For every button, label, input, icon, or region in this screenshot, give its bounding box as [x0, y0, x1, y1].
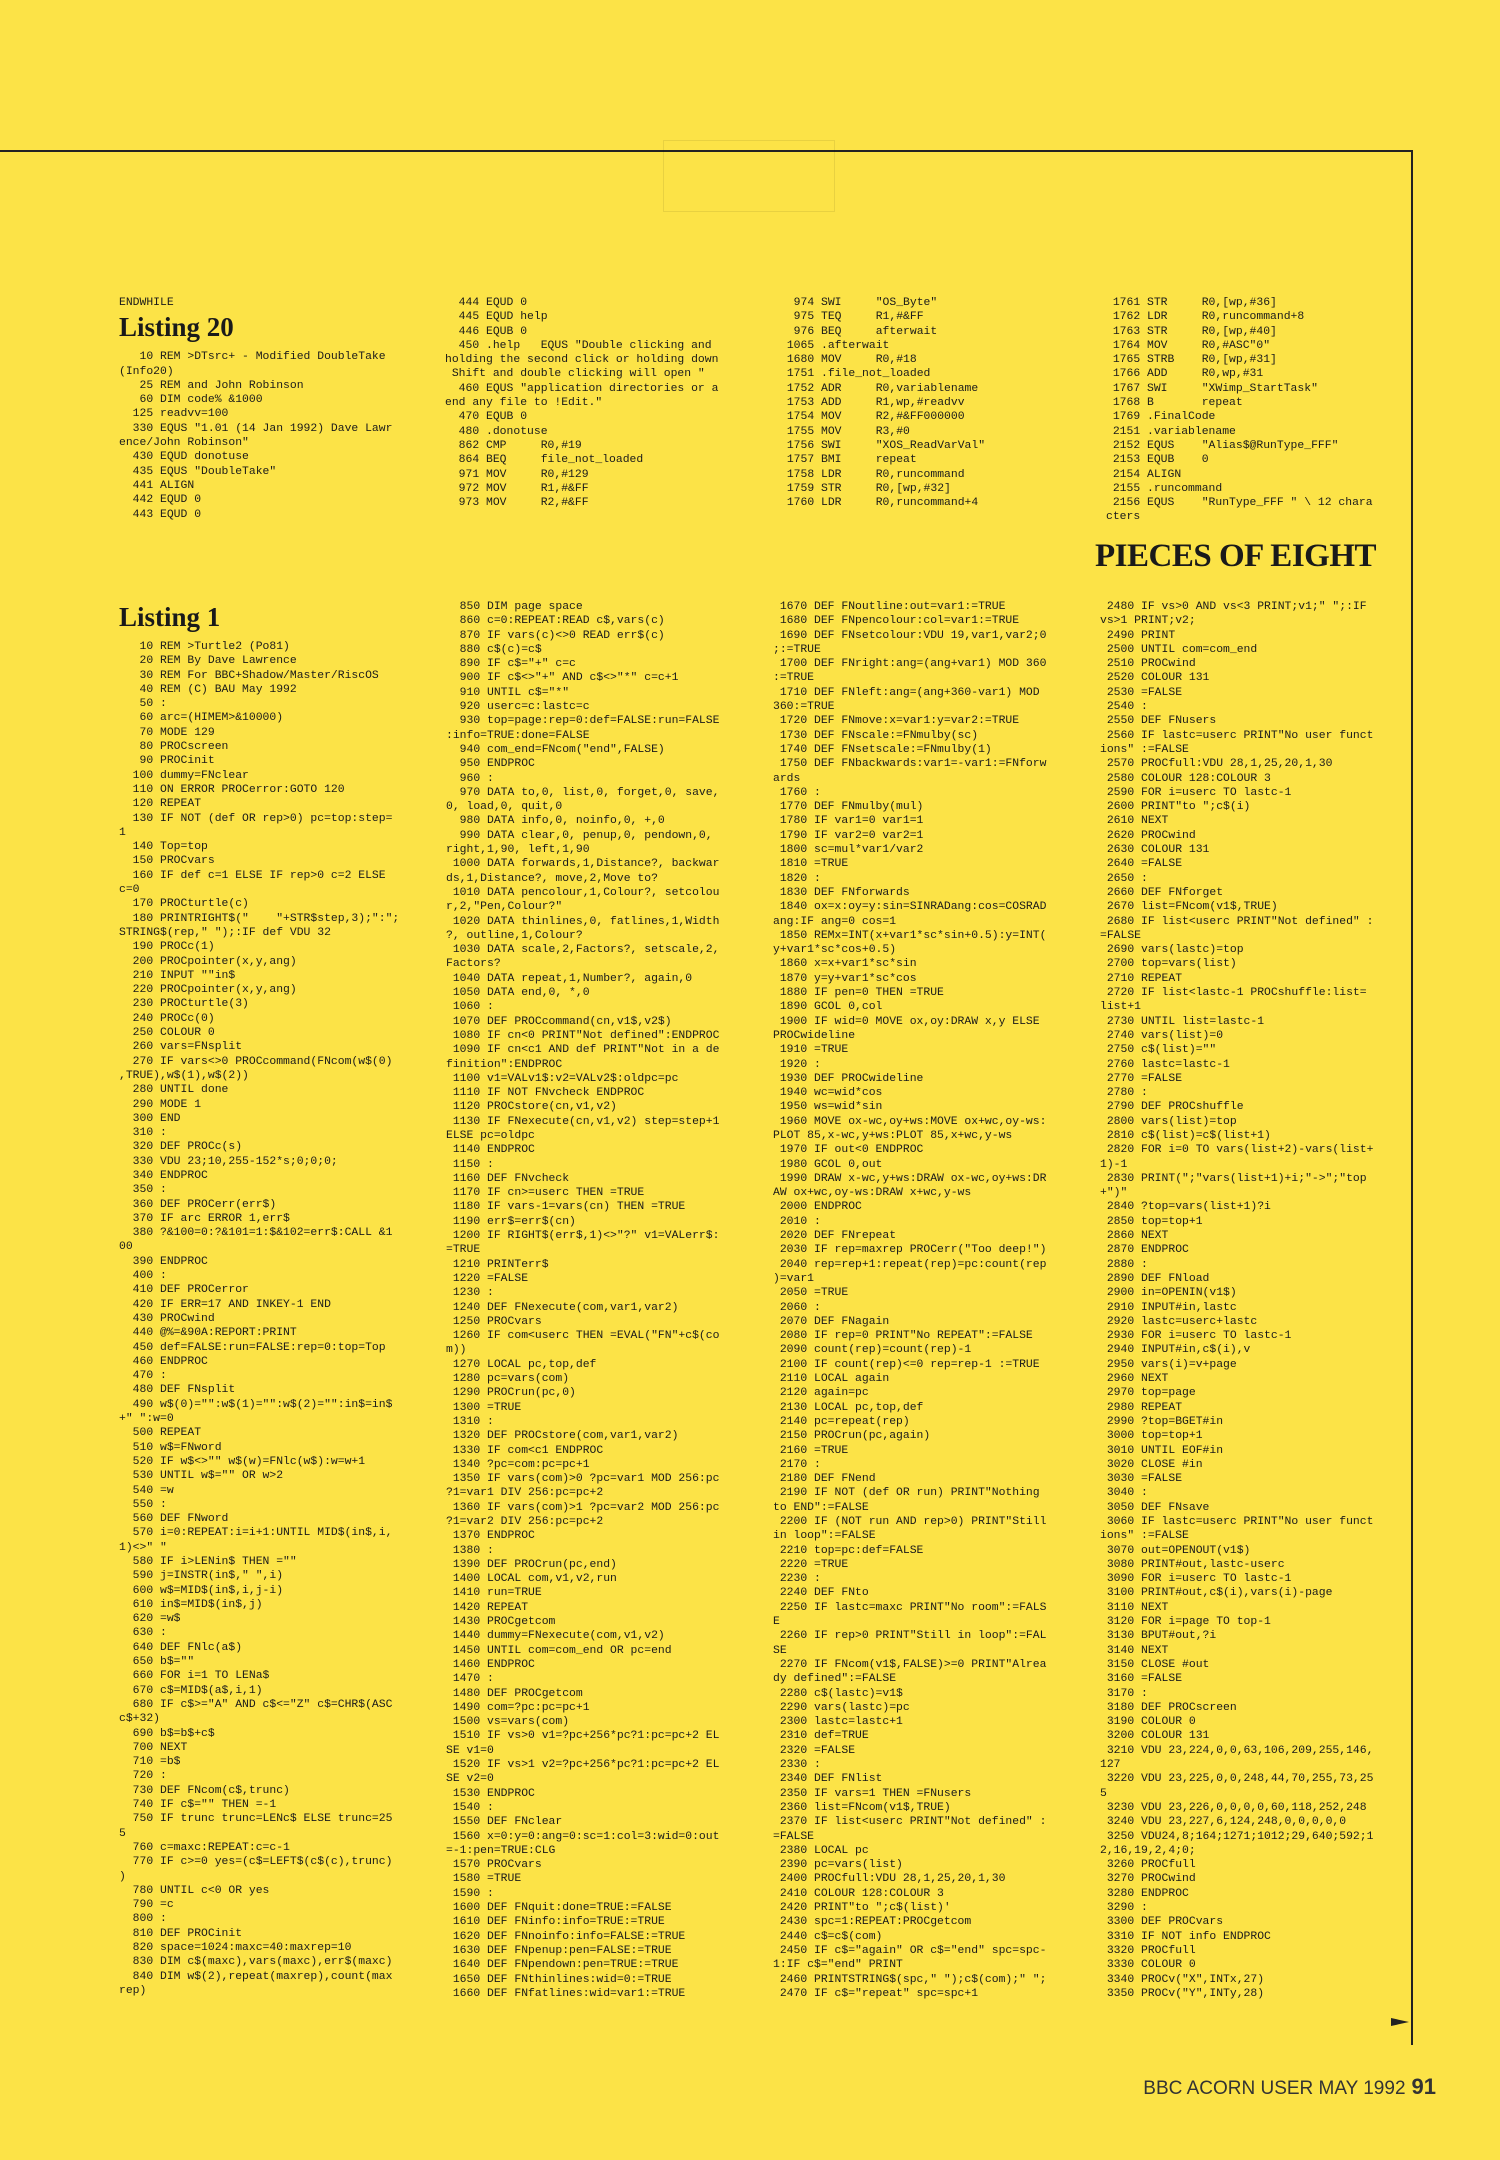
- magazine-issue: BBC ACORN USER MAY 1992: [1143, 2078, 1406, 2099]
- listing1-code-1: 10 REM >Turtle2 (Po81) 20 REM By Dave Lawrence 30 REM For BBC+Shadow/Master/RiscOS 40 REM (C) BAU May 1992 50 : 60 arc=(HIMEM>&10000) 70 MODE 129 80 PROCscreen 90 PROCinit 100 dummy=FNclear 110 ON ERROR PROCerror:GOTO 120 120 REPEAT 130 IF NOT (def OR rep>0) pc=top:step= 1 140 Top=top 150 PROCvars 160 IF def c=1 ELSE IF rep>0 c=2 ELSE c=0 170 PROCturtle(c) 180 PRINTRIGHT$(" "+STR$step,3);":"; STRING$(rep," ");:IF def VDU 32 190 PROCc(1) 200 PROCpointer(x,y,ang) 210 INPUT ""in$ 220 PROCpointer(x,y,ang) 230 PROCturtle(3) 240 PROCc(0) 250 COLOUR 0 260 vars=FNsplit 270 IF vars<>0 PROCcommand(FNcom(w$(0) ,TRUE),w$(1),w$(2)) 280 UNTIL done 290 MODE 1 300 END 310 : 320 DEF PROCc(s) 330 VDU 23;10,255-152*s;0;0;0; 340 ENDPROC 350 : 360 DEF PROCerr(err$) 370 IF arc ERROR 1,err$ 380 ?&100=0:?&101=1:$&102=err$:CALL &1 00 390 ENDPROC 400 : 410 DEF PROCerror 420 IF ERR=17 AND INKEY-1 END 430 PROCwind 440 @%=&90A:REPORT:PRINT 450 def=FALSE:run=FALSE:rep=0:top=Top 460 ENDPROC 470 : 480 DEF FNsplit 490 w$(0)="":w$(1)="":w$(2)="":in$=in$ +" ":w=0 500 REPEAT 510 w$=FNword 520 IF w$<>"" w$(w)=FNlc(w$):w=w+1 530 UNTIL w$="" OR w>2 540 =w 550 : 560 DEF FNword 570 i=0:REPEAT:i=i+1:UNTIL MID$(in$,i, 1)<>" " 580 IF i>LENin$ THEN ="" 590 j=INSTR(in$," ",i) 600 w$=MID$(in$,i,j-i) 610 in$=MID$(in$,j) 620 =w$ 630 : 640 DEF FNlc(a$) 650 b$="" 660 FOR i=1 TO LENa$ 670 c$=MID$(a$,i,1) 680 IF c$>="A" AND c$<="Z" c$=CHR$(ASC c$+32) 690 b$=b$+c$ 700 NEXT 710 =b$ 720 : 730 DEF FNcom(c$,trunc) 740 IF c$="" THEN =-1 750 IF trunc trunc=LENc$ ELSE trunc=25 5 760 c=maxc:REPEAT:c=c-1 770 IF c>=0 yes=(c$=LEFT$(c$(c),trunc) ) 780 UNTIL c<0 OR yes 790 =c 800 : 810 DEF PROCinit 820 space=1024:maxc=40:maxrep=10 830 DIM c$(maxc),vars(maxc),err$(maxc) 840 DIM w$(2),repeat(maxrep),count(max rep): [119, 641, 400, 1997]
- background-illustration: [663, 140, 835, 212]
- article-banner: PIECES OF EIGHT: [1095, 538, 1377, 574]
- right-rule: [1411, 150, 1413, 2045]
- listing20-code-2: 444 EQUD 0 445 EQUD help 446 EQUB 0 450 .help EQUS "Double clicking and holding the second click or holding down Shift and double clicking will open " 460 EQUS "application directories or a end any file to !Edit." 470 EQUB 0 480 .donotuse 862 CMP R0,#19 864 BEQ file_not_loaded 971 MOV R0,#129 972 MOV R1,#&FF 973 MOV R2,#&FF: [445, 297, 719, 510]
- listing1-code-4: 2480 IF vs>0 AND vs<3 PRINT;v1;" ";:IF vs>1 PRINT;v2; 2490 PRINT 2500 UNTIL com=com_end 2510 PROCwind 2520 COLOUR 131 2530 =FALSE 2540 : 2550 DEF FNusers 2560 IF lastc=userc PRINT"No user funct ions" :=FALSE 2570 PROCfull:VDU 28,1,25,20,1,30 2580 COLOUR 128:COLOUR 3 2590 FOR i=userc TO lastc-1 2600 PRINT"to ";c$(i) 2610 NEXT 2620 PROCwind 2630 COLOUR 131 2640 =FALSE 2650 : 2660 DEF FNforget 2670 list=FNcom(v1$,TRUE) 2680 IF list<userc PRINT"Not defined" : =FALSE 2690 vars(lastc)=top 2700 top=vars(list) 2710 REPEAT 2720 IF list<lastc-1 PROCshuffle:list= list+1 2730 UNTIL list=lastc-1 2740 vars(list)=0 2750 c$(list)="" 2760 lastc=lastc-1 2770 =FALSE 2780 : 2790 DEF PROCshuffle 2800 vars(list)=top 2810 c$(list)=c$(list+1) 2820 FOR i=0 TO vars(list+2)-vars(list+ 1)-1 2830 PRINT(";"vars(list+1)+i;"->";"top +")" 2840 ?top=vars(list+1)?i 2850 top=top+1 2860 NEXT 2870 ENDPROC 2880 : 2890 DEF FNload 2900 in=OPENIN(v1$) 2910 INPUT#in,lastc 2920 lastc=userc+lastc 2930 FOR i=userc TO lastc-1 2940 INPUT#in,c$(i),v 2950 vars(i)=v+page 2960 NEXT 2970 top=page 2980 REPEAT 2990 ?top=BGET#in 3000 top=top+1 3010 UNTIL EOF#in 3020 CLOSE #in 3030 =FALSE 3040 : 3050 DEF FNsave 3060 IF lastc=userc PRINT"No user funct ions" :=FALSE 3070 out=OPENOUT(v1$) 3080 PRINT#out,lastc-userc 3090 FOR i=userc TO lastc-1 3100 PRINT#out,c$(i),vars(i)-page 3110 NEXT 3120 FOR i=page TO top-1 3130 BPUT#out,?i 3140 NEXT 3150 CLOSE #out 3160 =FALSE 3170 : 3180 DEF PROCscreen 3190 COLOUR 0 3200 COLOUR 131 3210 VDU 23,224,0,0,63,106,209,255,146, 127 3220 VDU 23,225,0,0,248,44,70,255,73,25 5 3230 VDU 23,226,0,0,0,0,60,118,252,248 3240 VDU 23,227,6,124,248,0,0,0,0,0 3250 VDU24,8;164;1271;1012;29,640;592;1 2,16,19,2,4;0; 3260 PROCfull 3270 PROCwind 3280 ENDPROC 3290 : 3300 DEF PROCvars 3310 IF NOT info ENDPROC 3320 PROCfull 3330 COLOUR 0 3340 PROCv("X",INTx,27) 3350 PROCv("Y",INTy,28): [1100, 601, 1374, 2000]
- page-footer: [1143, 2074, 1436, 2100]
- listing20-col3: [780, 296, 1070, 510]
- listing20-title: Listing 20: [119, 312, 234, 343]
- listing20-code-4: 1761 STR R0,[wp,#36] 1762 LDR R0,runcommand+8 1763 STR R0,[wp,#40] 1764 MOV R0,#ASC"0" 1765 STRB R0,[wp,#31] 1766 ADD R0,wp,#31 1767 SWI "XWimp_StartTask" 1768 B repeat 1769 .FinalCode 2151 .variablename 2152 EQUS "Alias$@RunType_FFF" 2153 EQUB 0 2154 ALIGN 2155 .runcommand 2156 EQUS "RunType_FFF " \ 12 chara cters: [1106, 297, 1373, 524]
- listing1-code-3: 1670 DEF FNoutline:out=var1:=TRUE 1680 DEF FNpencolour:col=var1:=TRUE 1690 DEF FNsetcolour:VDU 19,var1,var2;0 ;:=TRUE 1700 DEF FNright:ang=(ang+var1) MOD 360 :=TRUE 1710 DEF FNleft:ang=(ang+360-var1) MOD 360:=TRUE 1720 DEF FNmove:x=var1:y=var2:=TRUE 1730 DEF FNscale:=FNmulby(sc) 1740 DEF FNsetscale:=FNmulby(1) 1750 DEF FNbackwards:var1=-var1:=FNforw ards 1760 : 1770 DEF FNmulby(mul) 1780 IF var1=0 var1=1 1790 IF var2=0 var2=1 1800 sc=mul*var1/var2 1810 =TRUE 1820 : 1830 DEF FNforwards 1840 ox=x:oy=y:sin=SINRADang:cos=COSRAD ang:IF ang=0 cos=1 1850 REMx=INT(x+var1*sc*sin+0.5):y=INT( y+var1*sc*cos+0.5) 1860 x=x+var1*sc*sin 1870 y=y+var1*sc*cos 1880 IF pen=0 THEN =TRUE 1890 GCOL 0,col 1900 IF wid=0 MOVE ox,oy:DRAW x,y ELSE PROCwideline 1910 =TRUE 1920 : 1930 DEF PROCwideline 1940 wc=wid*cos 1950 ws=wid*sin 1960 MOVE ox-wc,oy+ws:MOVE ox+wc,oy-ws: PLOT 85,x-wc,y+ws:PLOT 85,x+wc,y-ws 1970 IF out<0 ENDPROC 1980 GCOL 0,out 1990 DRAW x-wc,y+ws:DRAW ox-wc,oy+ws:DR AW ox+wc,oy-ws:DRAW x+wc,y-ws 2000 ENDPROC 2010 : 2020 DEF FNrepeat 2030 IF rep=maxrep PROCerr("Too deep!") 2040 rep=rep+1:repeat(rep)=pc:count(rep )=var1 2050 =TRUE 2060 : 2070 DEF FNagain 2080 IF rep=0 PRINT"No REPEAT":=FALSE 2090 count(rep)=count(rep)-1 2100 IF count(rep)<=0 rep=rep-1 :=TRUE 2110 LOCAL again 2120 again=pc 2130 LOCAL pc,top,def 2140 pc=repeat(rep) 2150 PROCrun(pc,again) 2160 =TRUE 2170 : 2180 DEF FNend 2190 IF NOT (def OR run) PRINT"Nothing to END":=FALSE 2200 IF (NOT run AND rep>0) PRINT"Still in loop":=FALSE 2210 top=pc:def=FALSE 2220 =TRUE 2230 : 2240 DEF FNto 2250 IF lastc=maxc PRINT"No room":=FALS E 2260 IF rep>0 PRINT"Still in loop":=FAL SE 2270 IF FNcom(v1$,FALSE)>=0 PRINT"Alrea dy defined":=FALSE 2280 c$(lastc)=v1$ 2290 vars(lastc)=pc 2300 lastc=lastc+1 2310 def=TRUE 2320 =FALSE 2330 : 2340 DEF FNlist 2350 IF vars=1 THEN =FNusers 2360 list=FNcom(v1$,TRUE) 2370 IF list<userc PRINT"Not defined" : =FALSE 2380 LOCAL pc 2390 pc=vars(list) 2400 PROCfull:VDU 28,1,25,20,1,30 2410 COLOUR 128:COLOUR 3 2420 PRINT"to ";c$(list)' 2430 spc=1:REPEAT:PROCgetcom 2440 c$=c$(com) 2450 IF c$="again" OR c$="end" spc=spc- 1:IF c$="end" PRINT 2460 PRINTSTRING$(spc," ");c$(com);" "; 2470 IF c$="repeat" spc=spc+1: [773, 601, 1047, 2000]
- listing20-col4: [1106, 296, 1406, 525]
- listing20-preface: ENDWHILE: [119, 297, 174, 309]
- listing1-col1: [119, 600, 444, 1998]
- listing20-code-1: 10 REM >DTsrc+ - Modified DoubleTake (Info20) 25 REM and John Robinson 60 DIM code% &1000 125 readvv=100 330 EQUS "1.01 (14 Jan 1992) Dave Lawr ence/John Robinson" 430 EQUD donotuse 435 EQUS "DoubleTake" 441 ALIGN 442 EQUD 0 443 EQUD 0: [119, 351, 393, 521]
- listing1-col3: [773, 600, 1098, 2001]
- listing20-col1: [119, 296, 409, 522]
- listing20-col2: [445, 296, 735, 510]
- listing1-col2: [446, 600, 771, 2001]
- listing20-code-3: 974 SWI "OS_Byte" 975 TEQ R1,#&FF 976 BEQ afterwait 1065 .afterwait 1680 MOV R0,#18 1751 .file_not_loaded 1752 ADR R0,variablename 1753 ADD R1,wp,#readvv 1754 MOV R2,#&FF000000 1755 MOV R3,#0 1756 SWI "XOS_ReadVarVal" 1757 BMI repeat 1758 LDR R0,runcommand 1759 STR R0,[wp,#32] 1760 LDR R0,runcommand+4: [786, 297, 986, 510]
- listing1-col4: [1100, 600, 1405, 2001]
- listing1-code-2: 850 DIM page space 860 c=0:REPEAT:READ c$,vars(c) 870 IF vars(c)<>0 READ err$(c) 880 c$(c)=c$ 890 IF c$="+" c=c 900 IF c$<>"+" AND c$<>"*" c=c+1 910 UNTIL c$="*" 920 userc=c:lastc=c 930 top=page:rep=0:def=FALSE:run=FALSE :info=TRUE:done=FALSE 940 com_end=FNcom("end",FALSE) 950 ENDPROC 960 : 970 DATA to,0, list,0, forget,0, save, 0, load,0, quit,0 980 DATA info,0, noinfo,0, +,0 990 DATA clear,0, penup,0, pendown,0, right,1,90, left,1,90 1000 DATA forwards,1,Distance?, backwar ds,1,Distance?, move,2,Move to? 1010 DATA pencolour,1,Colour?, setcolou r,2,"Pen,Colour?" 1020 DATA thinlines,0, fatlines,1,Width ?, outline,1,Colour? 1030 DATA scale,2,Factors?, setscale,2, Factors? 1040 DATA repeat,1,Number?, again,0 1050 DATA end,0, *,0 1060 : 1070 DEF PROCcommand(cn,v1$,v2$) 1080 IF cn<0 PRINT"Not defined":ENDPROC 1090 IF cn<c1 AND def PRINT"Not in a de finition":ENDPROC 1100 v1=VALv1$:v2=VALv2$:oldpc=pc 1110 IF NOT FNvcheck ENDPROC 1120 PROCstore(cn,v1,v2) 1130 IF FNexecute(cn,v1,v2) step=step+1 ELSE pc=oldpc 1140 ENDPROC 1150 : 1160 DEF FNvcheck 1170 IF cn>=userc THEN =TRUE 1180 IF vars-1=vars(cn) THEN =TRUE 1190 err$=err$(cn) 1200 IF RIGHT$(err$,1)<>"?" v1=VALerr$: =TRUE 1210 PRINTerr$ 1220 =FALSE 1230 : 1240 DEF FNexecute(com,var1,var2) 1250 PROCvars 1260 IF com<userc THEN =EVAL("FN"+c$(co m)) 1270 LOCAL pc,top,def 1280 pc=vars(com) 1290 PROCrun(pc,0) 1300 =TRUE 1310 : 1320 DEF PROCstore(com,var1,var2) 1330 IF com<c1 ENDPROC 1340 ?pc=com:pc=pc+1 1350 IF vars(com)>0 ?pc=var1 MOD 256:pc ?1=var1 DIV 256:pc=pc+2 1360 IF vars(com)>1 ?pc=var2 MOD 256:pc ?1=var2 DIV 256:pc=pc+2 1370 ENDPROC 1380 : 1390 DEF PROCrun(pc,end) 1400 LOCAL com,v1,v2,run 1410 run=TRUE 1420 REPEAT 1430 PROCgetcom 1440 dummy=FNexecute(com,v1,v2) 1450 UNTIL com=com_end OR pc=end 1460 ENDPROC 1470 : 1480 DEF PROCgetcom 1490 com=?pc:pc=pc+1 1500 vs=vars(com) 1510 IF vs>0 v1=?pc+256*pc?1:pc=pc+2 EL SE v1=0 1520 IF vs>1 v2=?pc+256*pc?1:pc=pc+2 EL SE v2=0 1530 ENDPROC 1540 : 1550 DEF FNclear 1560 x=0:y=0:ang=0:sc=1:col=3:wid=0:out =-1:pen=TRUE:CLG 1570 PROCvars 1580 =TRUE 1590 : 1600 DEF FNquit:done=TRUE:=FALSE 1610 DEF FNinfo:info=TRUE:=TRUE 1620 DEF FNnoinfo:info=FALSE:=TRUE 1630 DEF FNpenup:pen=FALSE:=TRUE 1640 DEF FNpendown:pen=TRUE:=TRUE 1650 DEF FNthinlines:wid=0:=TRUE 1660 DEF FNfatlines:wid=var1:=TRUE: [446, 601, 720, 2000]
- end-of-listing-icon: [1391, 2018, 1409, 2026]
- listing1-title: Listing 1: [119, 602, 221, 632]
- page-number: 91: [1411, 2074, 1436, 2099]
